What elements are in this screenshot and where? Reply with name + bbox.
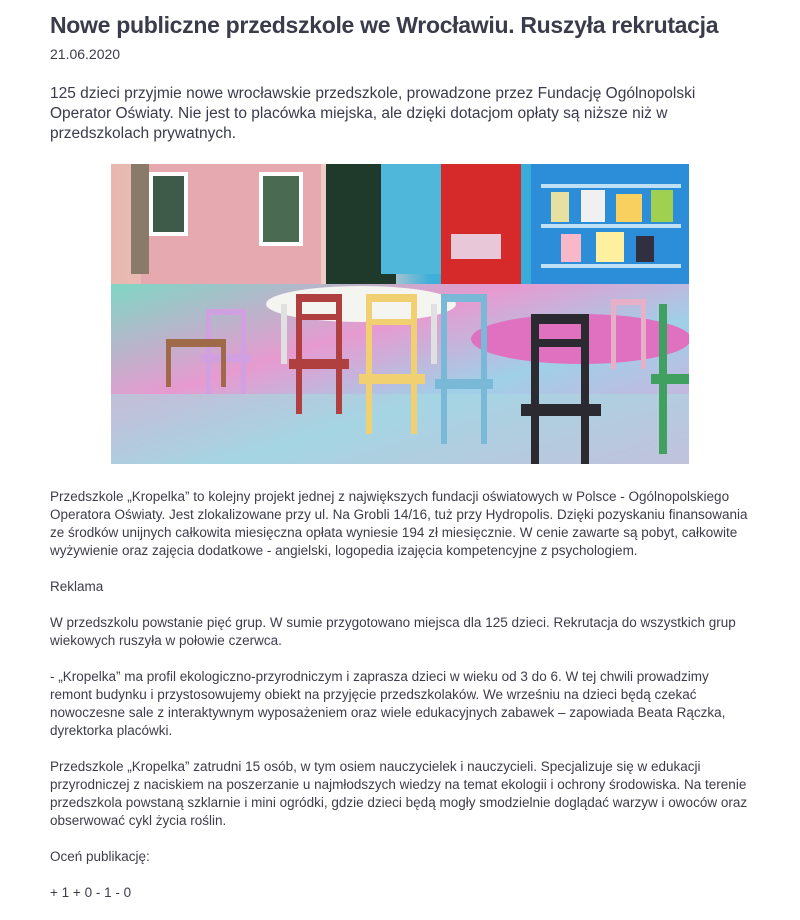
ad-label: Reklama: [50, 579, 104, 594]
article-paragraph: Przedszkole „Kropelka” to kolejny projekt jednej z największych fundacji oświatowych w Polsce - Ogólnopolskiego Operatora Oświaty. Jest zlokalizowane przy ul. Na Grobli 14/16, tuż przy Hydropolis. Dzięki pozyskaniu finansowania ze środków unijnych całkowita miesięczna opłata wyniesie 194 zł miesięcznie. W cenie zawarte są pobyt, całkowite wyżywienie oraz zajęcia dodatkowe - angielski, logopedia izajęcia kompetencyjne z psychologiem.: [50, 489, 748, 558]
rate-plus-button[interactable]: + 1: [50, 885, 70, 900]
rating-separator: +: [72, 885, 81, 900]
article-date: 21.06.2020: [50, 46, 121, 62]
rating-label: Oceń publikację:: [50, 849, 150, 864]
article-paragraph: W przedszkolu powstanie pięć grup. W sumie przygotowano miejsca dla 125 dzieci. Rekrutacja do wszystkich grup wiekowych ruszyła w połowie czerwca.: [50, 615, 736, 648]
rate-minus-button[interactable]: - 1: [95, 885, 112, 900]
article-lead: 125 dzieci przyjmie nowe wrocławskie przedszkole, prowadzone przez Fundację Ogólnopolski Operator Oświaty. Nie jest to placówka miejska, ale dzięki dotacjom opłaty są niższe niż w przedszkolach prywatnych.: [50, 85, 696, 142]
rating-separator: -: [115, 885, 120, 900]
article-title: Nowe publiczne przedszkole we Wrocławiu. Ruszyła rekrutacja: [50, 12, 719, 38]
rating-widget: [50, 884, 750, 902]
article-paragraph: - „Kropelka” ma profil ekologiczno-przyrodniczym i zaprasza dzieci w wieku od 3 do 6. W tej chwili prowadzimy remont budynku i przystosowujemy obiekt na przyjęcie przedszkolaków. We wrześniu na dzieci będą czekać nowoczesne sale z interaktywnym wyposażeniem oraz wiele edukacyjnych zabawek – zapowiada Beata Rączka, dyrektorka placówki.: [50, 669, 726, 738]
article-body: [50, 488, 750, 920]
article-photo: [111, 164, 689, 464]
plus-count: 0: [84, 885, 93, 900]
article-paragraph: Przedszkole „Kropelka” zatrudni 15 osób, w tym osiem nauczycielek i nauczycieli. Specjalizuje się w edukacji przyrodniczej z naciskiem na poszerzanie u najmłodszych wiedzy na temat ekologii i ochrony środowiska. Na terenie przedszkola powstaną szklarnie i mini ogródki, gdzie dzieci będą mogły smodzielnie doglądać warzyw i owoców oraz obserwować cykl życia roślin.: [50, 759, 748, 828]
minus-count: 0: [123, 885, 132, 900]
